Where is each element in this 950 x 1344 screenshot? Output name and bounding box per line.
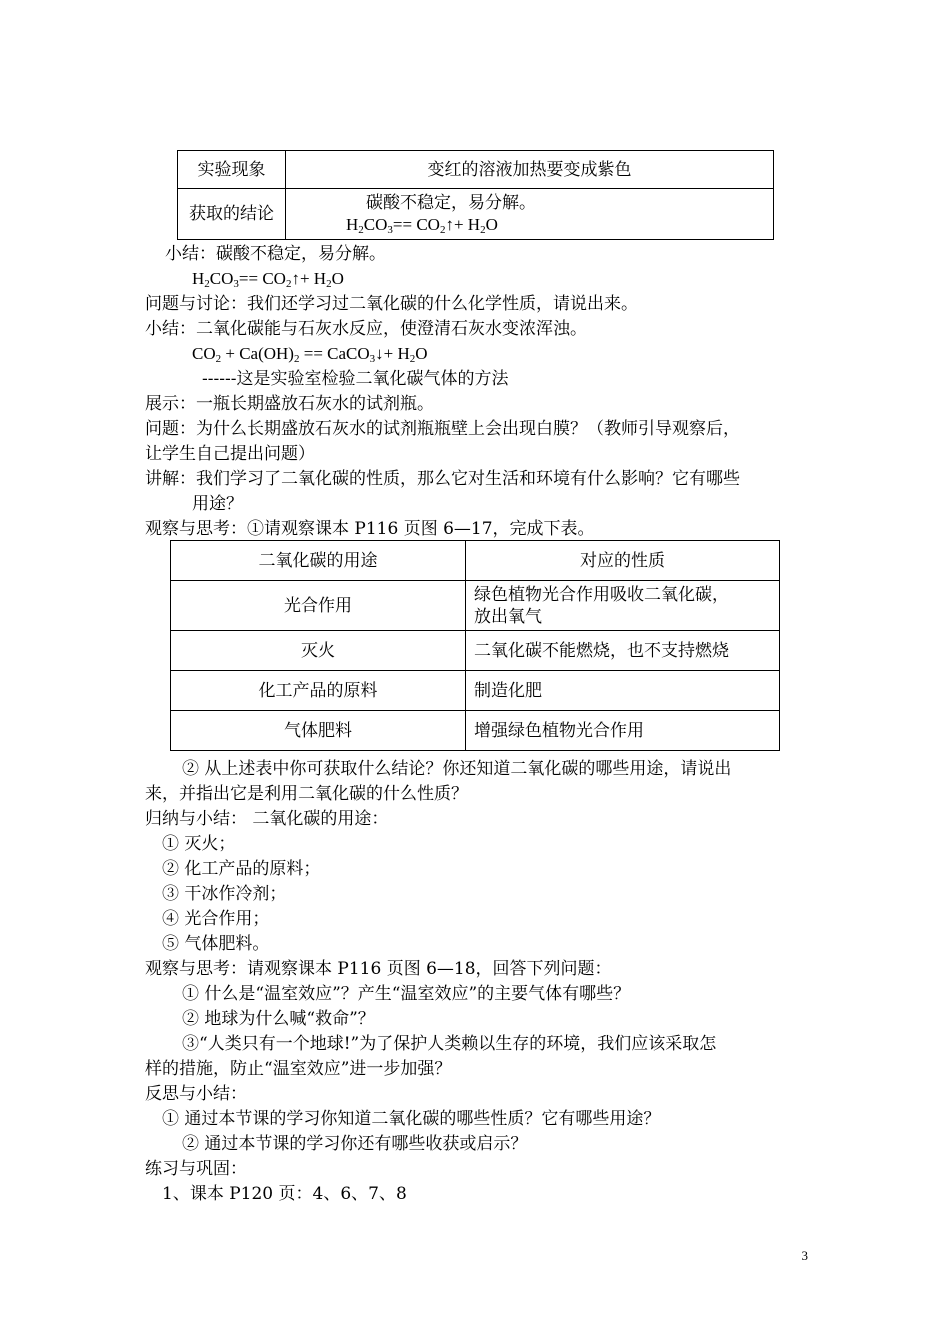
page-number: 3 <box>801 1248 808 1263</box>
conclusion-content <box>286 189 774 240</box>
uses-table <box>170 540 780 751</box>
property-cell: 制造化肥 <box>466 671 780 711</box>
conclusion-text: 碳酸不稳定，易分解。 <box>366 193 536 213</box>
use-cell: 气体肥料 <box>171 711 466 751</box>
property-header: 对应的性质 <box>466 541 780 581</box>
property-line: 放出氧气 <box>474 606 542 627</box>
experiment-phenomenon-content: 变红的溶液加热要变成紫色 <box>286 151 774 189</box>
practice-item: 1、课本 P120 页：4、6、7、8 <box>162 1184 407 1204</box>
property-cell <box>466 581 780 631</box>
use-cell: 光合作用 <box>171 581 466 631</box>
uses-header: 二氧化碳的用途 <box>171 541 466 581</box>
reflect-item: ② 通过本节课的学习你还有哪些收获或启示？ <box>182 1134 528 1154</box>
observe-2-question: ② 地球为什么喊“救命”？ <box>182 1009 375 1029</box>
use-cell: 灭火 <box>171 631 466 671</box>
question-2: ② 从上述表中你可获取什么结论？你还知道二氧化碳的哪些用途，请说出 <box>182 759 732 779</box>
property-cell: 增强绿色植物光合作用 <box>466 711 780 751</box>
carbonic-acid-equation: $H_2CO_3==$ $CO_2↑+ H_2O$ <box>346 215 498 236</box>
question-text-cont: 让学生自己提出问题） <box>145 444 315 464</box>
conclusion-title: 归纳与小结： 二氧化碳的用途： <box>145 809 389 829</box>
use-item: ⑤ 气体肥料。 <box>162 934 270 954</box>
discussion-question: 问题与讨论：我们还学习过二氧化碳的什么化学性质，请说出来。 <box>145 294 638 314</box>
explain-text-cont: 用途？ <box>192 494 243 514</box>
experiment-table <box>177 150 774 240</box>
use-item: ③ 干冰作冷剂； <box>162 884 287 904</box>
summary-1: 小结：碳酸不稳定，易分解。 <box>165 244 386 264</box>
reflect-item: ① 通过本节课的学习你知道二氧化碳的哪些性质？它有哪些用途？ <box>162 1109 661 1129</box>
explain-text: 讲解：我们学习了二氧化碳的性质，那么它对生活和环境有什么影响？它有哪些 <box>145 469 740 489</box>
use-item: ② 化工产品的原料； <box>162 859 321 879</box>
observe-2-question: ① 什么是“温室效应”？产生“温室效应”的主要气体有哪些？ <box>182 984 631 1004</box>
observe-2: 观察与思考：请观察课本 P116 页图 6—18，回答下列问题： <box>145 959 612 979</box>
observe-2-question-cont: 样的措施，防止“温室效应”进一步加强？ <box>145 1059 452 1079</box>
question-text: 问题：为什么长期盛放石灰水的试剂瓶瓶壁上会出现白膜？（教师引导观察后， <box>145 419 740 439</box>
property-line: 绿色植物光合作用吸收二氧化碳， <box>474 584 729 605</box>
experiment-phenomenon-label: 实验现象 <box>178 151 286 189</box>
conclusion-label: 获取的结论 <box>178 189 286 240</box>
observe-1: 观察与思考：①请观察课本 P116 页图 6—17，完成下表。 <box>145 519 595 539</box>
practice-title: 练习与巩固： <box>145 1159 247 1179</box>
display-text: 展示：一瓶长期盛放石灰水的试剂瓶。 <box>145 394 434 414</box>
equation-2: $CO_2 + Ca(OH)_2$ == CaCO$_3$↓+ $H_2O$ <box>192 344 428 365</box>
reflect-title: 反思与小结： <box>145 1084 247 1104</box>
use-item: ④ 光合作用； <box>162 909 270 929</box>
method-note: ------这是实验室检验二氧化碳气体的方法 <box>202 369 509 389</box>
observe-2-question: ③“人类只有一个地球!”为了保护人类赖以生存的环境，我们应该采取怎 <box>182 1034 717 1054</box>
question-2-cont: 来，并指出它是利用二氧化碳的什么性质？ <box>145 784 468 804</box>
property-cell: 二氧化碳不能燃烧，也不支持燃烧 <box>466 631 780 671</box>
use-item: ① 灭火； <box>162 834 236 854</box>
use-cell: 化工产品的原料 <box>171 671 466 711</box>
summary-2: 小结：二氧化碳能与石灰水反应，使澄清石灰水变浓浑浊。 <box>145 319 587 339</box>
equation-1: $H_2CO_3==$ $CO_2↑+ H_2O$ <box>192 269 344 290</box>
